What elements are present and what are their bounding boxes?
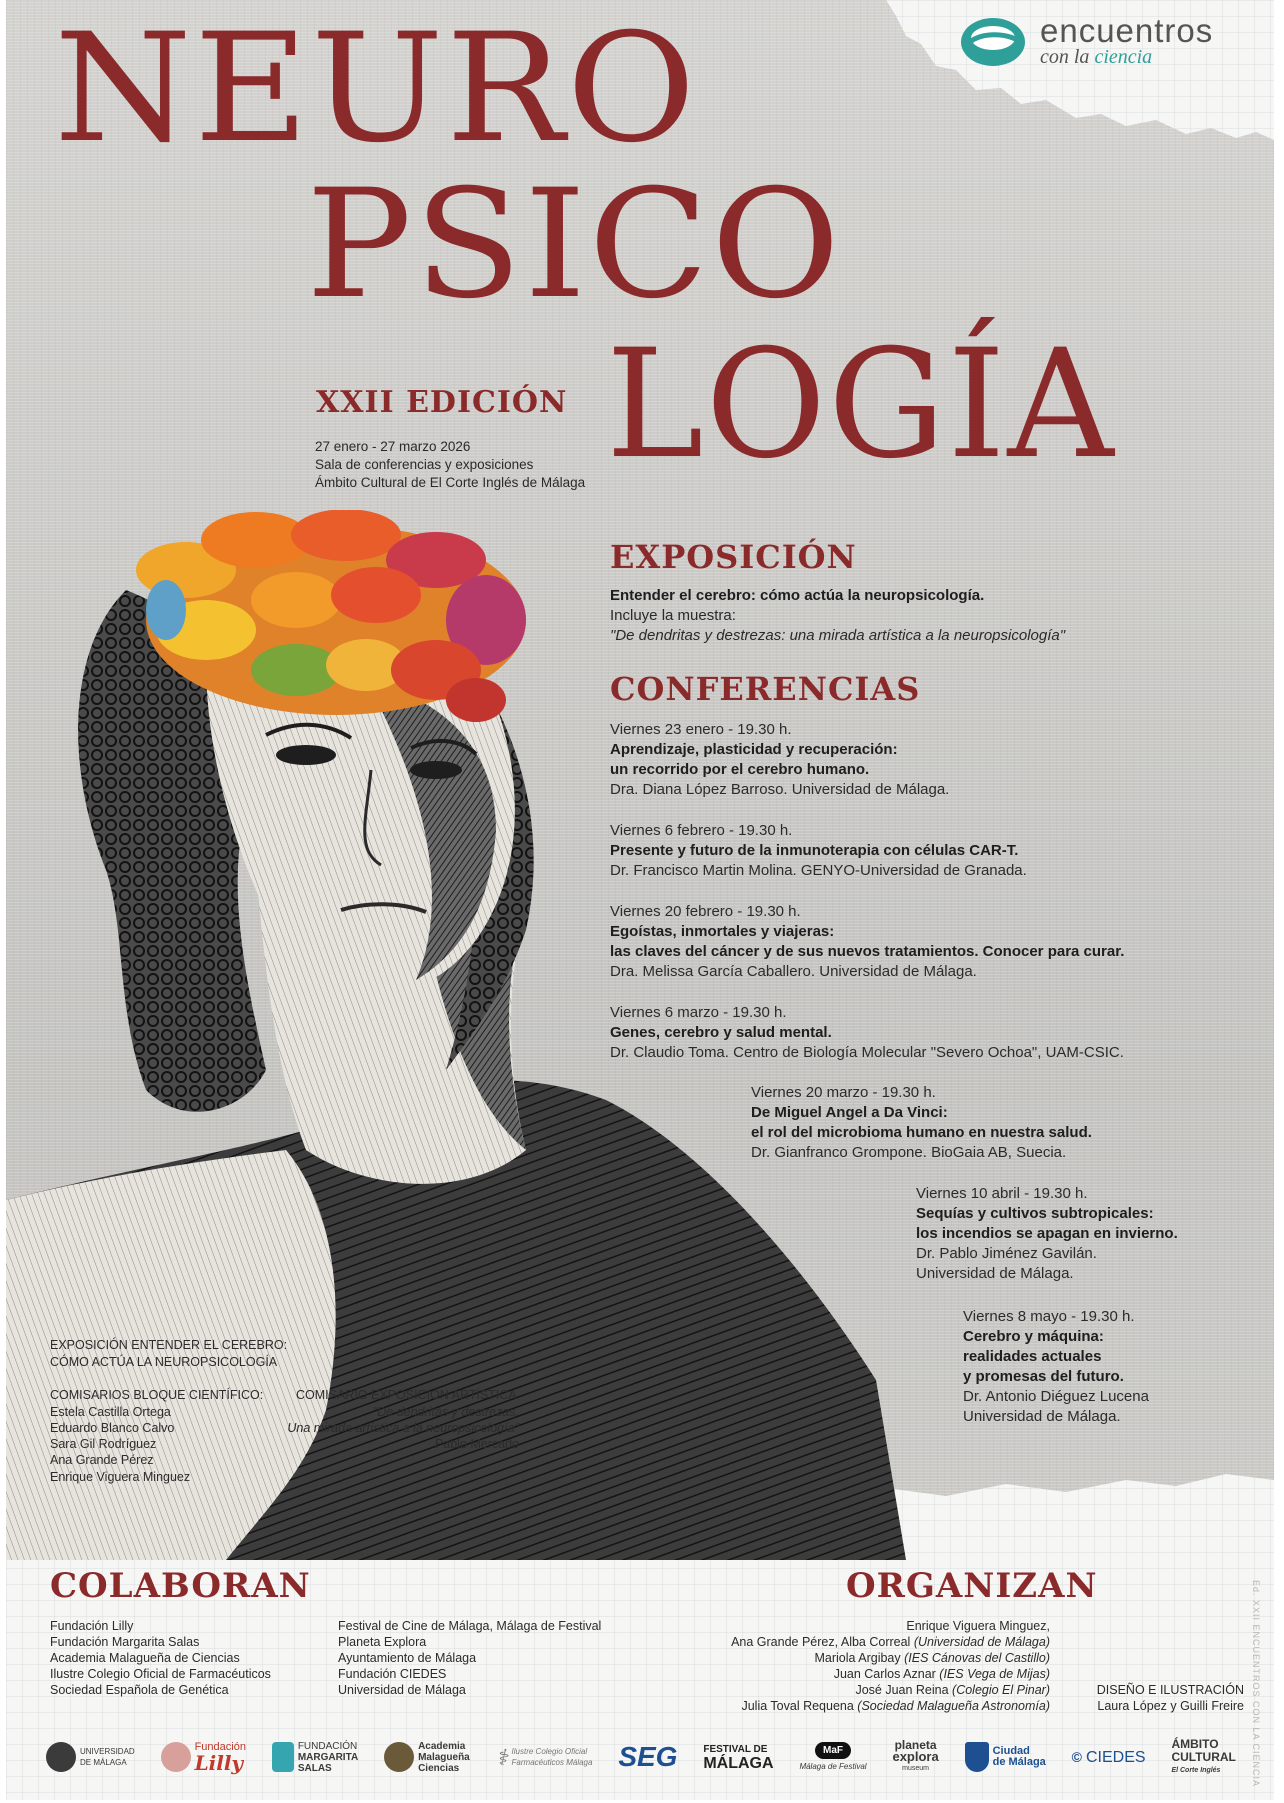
brand-tagline-em: ciencia bbox=[1094, 46, 1153, 68]
brand-tagline-pre: con la bbox=[1040, 46, 1095, 68]
logo-lilly-name: Lilly bbox=[194, 1750, 244, 1775]
ciedes-icon: © bbox=[1071, 1748, 1082, 1765]
logo-fest-1: FESTIVAL DE bbox=[703, 1743, 768, 1755]
conference-date: Viernes 20 febrero - 19.30 h. bbox=[610, 903, 801, 920]
conference-6 bbox=[916, 1184, 1178, 1284]
colaboran-item: Academia Malagueña de Ciencias bbox=[50, 1651, 240, 1665]
credits-artistica-heading: COMISARIO EXPOSICIÓN ARTÍSTICA bbox=[296, 1388, 517, 1402]
conference-speaker: Dr. Antonio Diéguez Lucena bbox=[963, 1388, 1149, 1405]
logo-pe-2: explora bbox=[892, 1749, 939, 1764]
organizan-line bbox=[906, 1618, 1050, 1635]
logo-maf-2: Málaga de Festival bbox=[799, 1762, 867, 1771]
conference-speaker: Universidad de Málaga. bbox=[963, 1408, 1121, 1425]
conference-title: Cerebro y máquina: bbox=[963, 1328, 1104, 1345]
organizan-affiliation: (Universidad de Málaga) bbox=[913, 1635, 1050, 1649]
colaboran-heading: COLABORAN bbox=[50, 1566, 311, 1606]
logo-academia bbox=[384, 1741, 470, 1774]
organizan-affiliation: (IES Vega de Mijas) bbox=[939, 1667, 1050, 1681]
conference-4 bbox=[610, 1003, 1124, 1063]
logo-lilly bbox=[161, 1742, 246, 1773]
conference-title: Aprendizaje, plasticidad y recuperación: bbox=[610, 741, 898, 758]
academia-crest-icon bbox=[384, 1742, 414, 1772]
conference-speaker: Dra. Diana López Barroso. Universidad de Málaga. bbox=[610, 781, 950, 798]
logo-seg-text: SEG bbox=[618, 1741, 678, 1772]
logo-ms-2: MARGARITA bbox=[297, 1751, 359, 1763]
logo-seg bbox=[618, 1743, 677, 1771]
conference-2 bbox=[610, 821, 1027, 881]
organizan-name: Julia Toval Requena bbox=[741, 1699, 858, 1713]
logo-ac-2: CULTURAL bbox=[1171, 1749, 1236, 1764]
logo-farm-1: Ilustre Colegio Oficial bbox=[511, 1747, 588, 1756]
conference-title: Egoístas, inmortales y viajeras: bbox=[610, 923, 835, 940]
colaboran-item: Sociedad Española de Genética bbox=[50, 1683, 229, 1697]
conference-date: Viernes 20 marzo - 19.30 h. bbox=[751, 1084, 936, 1101]
title-line-3: LOGÍA bbox=[606, 318, 1116, 492]
conference-title: el rol del microbioma humano en nuestra salud. bbox=[751, 1124, 1092, 1141]
event-dates: 27 enero - 27 marzo 2026 bbox=[315, 439, 471, 454]
logo-ms-3: SALAS bbox=[297, 1762, 332, 1774]
brand-swirl-icon bbox=[958, 14, 1028, 70]
organizan-line bbox=[834, 1666, 1050, 1683]
logo-maf-1: MaF bbox=[815, 1742, 851, 1759]
logo-festival bbox=[703, 1743, 773, 1772]
brand-logo bbox=[958, 14, 1264, 68]
credits-cientifico-name: Estela Castilla Ortega bbox=[50, 1405, 171, 1419]
credits-artistica-2: Una mirada artística a la neuropsicología" bbox=[287, 1421, 519, 1435]
credits-expo-2: CÓMO ACTÚA LA NEUROPSICOLOGÍA bbox=[50, 1355, 278, 1369]
logo-farm-2: Farmacéuticos Málaga bbox=[511, 1758, 593, 1767]
logo-cm-2: de Málaga bbox=[992, 1756, 1046, 1768]
logo-ciedes bbox=[1071, 1748, 1146, 1766]
colaboran-item: Ilustre Colegio Oficial de Farmacéuticos bbox=[50, 1667, 271, 1681]
logo-margarita-salas bbox=[272, 1741, 358, 1774]
colaboran-item: Festival de Cine de Málaga, Málaga de Festival bbox=[338, 1619, 602, 1633]
logo-acad-2: Malagueña bbox=[418, 1751, 470, 1763]
organizan-name: Ana Grande Pérez, Alba Correal bbox=[731, 1635, 914, 1649]
logo-planeta-explora bbox=[892, 1739, 938, 1775]
logo-ciedes-text: CIEDES bbox=[1085, 1748, 1146, 1766]
logo-farmaceuticos bbox=[496, 1746, 593, 1768]
uma-seal-icon bbox=[46, 1742, 76, 1772]
exposicion-heading: EXPOSICIÓN bbox=[610, 538, 857, 576]
logo-uma bbox=[46, 1742, 135, 1772]
logo-acad-1: Academia bbox=[418, 1740, 466, 1752]
sponsor-logos bbox=[46, 1732, 1236, 1782]
credits-cientifico-heading: COMISARIOS BLOQUE CIENTÍFICO: bbox=[50, 1388, 264, 1402]
logo-lilly-pre: Fundación bbox=[194, 1740, 246, 1753]
margarita-salas-icon bbox=[272, 1742, 294, 1772]
logo-uma-1: UNIVERSIDAD bbox=[80, 1747, 135, 1756]
organizan-affiliation: (IES Cánovas del Castillo) bbox=[904, 1651, 1050, 1665]
conference-speaker: Universidad de Málaga. bbox=[916, 1265, 1074, 1282]
conference-date: Viernes 10 abril - 19.30 h. bbox=[916, 1185, 1088, 1202]
organizan-heading: ORGANIZAN bbox=[846, 1566, 1098, 1606]
title-line-2: PSICO bbox=[306, 158, 843, 332]
conference-speaker: Dr. Gianfranco Grompone. BioGaia AB, Suecia. bbox=[751, 1144, 1067, 1161]
brand-tagline bbox=[1040, 46, 1152, 69]
organizan-line bbox=[741, 1698, 1050, 1715]
exposicion-includes: Incluye la muestra: bbox=[610, 607, 736, 624]
organizan-name: Mariola Argibay bbox=[814, 1651, 905, 1665]
conference-date: Viernes 8 mayo - 19.30 h. bbox=[963, 1308, 1135, 1325]
colaboran-item: Ayuntamiento de Málaga bbox=[338, 1651, 477, 1665]
logo-fest-2: MÁLAGA bbox=[703, 1754, 774, 1772]
logo-acad-3: Ciencias bbox=[418, 1762, 460, 1774]
conference-title: Sequías y cultivos subtropicales: bbox=[916, 1205, 1154, 1222]
lilly-seal-icon bbox=[161, 1742, 191, 1772]
organizan-affiliation: (Sociedad Malagueña Astronomía) bbox=[857, 1699, 1050, 1713]
event-venue-1: Sala de conferencias y exposiciones bbox=[315, 457, 534, 472]
logo-ms-1: FUNDACIÓN bbox=[297, 1740, 358, 1752]
conference-3 bbox=[610, 902, 1124, 982]
credits-artistica-3: Pablo Mercado bbox=[434, 1437, 519, 1451]
logo-maf bbox=[799, 1742, 866, 1772]
conferencias-heading: CONFERENCIAS bbox=[610, 670, 921, 708]
colaboran-item: Planeta Explora bbox=[338, 1635, 427, 1649]
logo-uma-2: DE MÁLAGA bbox=[80, 1758, 127, 1767]
logo-ambito-cultural bbox=[1171, 1738, 1235, 1777]
conference-title: De Miguel Angel a Da Vinci: bbox=[751, 1104, 948, 1121]
conference-title: un recorrido por el cerebro humano. bbox=[610, 761, 870, 778]
conference-title: realidades actuales bbox=[963, 1348, 1102, 1365]
title-line-1: NEURO bbox=[54, 2, 698, 176]
logo-ac-3: El Corte Inglés bbox=[1171, 1766, 1221, 1774]
colaboran-item: Fundación Margarita Salas bbox=[50, 1635, 200, 1649]
credits-cientifico-name: Eduardo Blanco Calvo bbox=[50, 1421, 175, 1435]
organizan-name: Juan Carlos Aznar bbox=[833, 1667, 940, 1681]
conference-title: Presente y futuro de la inmunoterapia con células CAR-T. bbox=[610, 842, 1019, 859]
organizan-line bbox=[814, 1650, 1050, 1667]
conference-title: Genes, cerebro y salud mental. bbox=[610, 1024, 832, 1041]
colaboran-item: Universidad de Málaga bbox=[338, 1683, 466, 1697]
credits-cientifico-name: Sara Gil Rodríguez bbox=[50, 1437, 157, 1451]
conference-speaker: Dr. Pablo Jiménez Gavilán. bbox=[916, 1245, 1097, 1262]
conference-date: Viernes 6 marzo - 19.30 h. bbox=[610, 1004, 787, 1021]
brand-name: encuentros bbox=[1040, 12, 1214, 49]
conference-7 bbox=[963, 1307, 1149, 1427]
organizan-name: Enrique Viguera Minguez, bbox=[906, 1619, 1050, 1633]
farmaceuticos-icon: ⚕ bbox=[495, 1744, 508, 1770]
credits-expo-1: EXPOSICIÓN ENTENDER EL CEREBRO: bbox=[50, 1338, 288, 1352]
conference-5 bbox=[751, 1083, 1092, 1163]
poster bbox=[6, 0, 1274, 1800]
organizan-line bbox=[855, 1682, 1050, 1699]
conference-date: Viernes 23 enero - 19.30 h. bbox=[610, 721, 792, 738]
colaboran-item: Fundación CIEDES bbox=[338, 1667, 447, 1681]
conference-1 bbox=[610, 720, 949, 800]
exposicion-title: Entender el cerebro: cómo actúa la neuropsicología. bbox=[610, 587, 985, 604]
credits-cientifico-name: Enrique Viguera Minguez bbox=[50, 1470, 191, 1484]
event-venue-2: Ámbito Cultural de El Corte Inglés de Málaga bbox=[315, 475, 586, 490]
conference-title: los incendios se apagan en invierno. bbox=[916, 1225, 1178, 1242]
conference-title: las claves del cáncer y de sus nuevos tratamientos. Conocer para curar. bbox=[610, 943, 1125, 960]
logo-ac-1: ÁMBITO bbox=[1171, 1736, 1219, 1751]
credits-cientifico-name: Ana Grande Pérez bbox=[50, 1453, 154, 1467]
logo-pe-1: planeta bbox=[894, 1738, 937, 1752]
edition-label: XXII EDICIÓN bbox=[316, 385, 568, 420]
conference-date: Viernes 6 febrero - 19.30 h. bbox=[610, 822, 793, 839]
conference-title: y promesas del futuro. bbox=[963, 1368, 1124, 1385]
ciudad-malaga-shield-icon bbox=[965, 1742, 989, 1772]
credits-artistica-1: "De dendritas y destrezas. bbox=[372, 1405, 519, 1419]
logo-pe-3: museum bbox=[902, 1765, 930, 1772]
exposicion-muestra: "De dendritas y destrezas: una mirada artística a la neuropsicología" bbox=[610, 627, 1066, 644]
organizan-line bbox=[731, 1634, 1050, 1651]
conference-speaker: Dr. Claudio Toma. Centro de Biología Molecular "Severo Ochoa", UAM-CSIC. bbox=[610, 1044, 1124, 1061]
logo-ciudad-malaga bbox=[965, 1742, 1046, 1772]
logo-cm-1: Ciudad bbox=[992, 1745, 1030, 1757]
organizan-affiliation: (Colegio El Pinar) bbox=[952, 1683, 1050, 1697]
design-names: Laura López y Guilli Freire bbox=[1097, 1699, 1244, 1713]
side-vertical-text: Ed. XXII ENCUENTROS CON LA CIENCIA bbox=[1251, 1580, 1261, 1788]
conference-speaker: Dr. Francisco Martin Molina. GENYO-Universidad de Granada. bbox=[610, 862, 1027, 879]
colaboran-item: Fundación Lilly bbox=[50, 1619, 134, 1633]
organizan-name: José Juan Reina bbox=[855, 1683, 953, 1697]
conference-speaker: Dra. Melissa García Caballero. Universidad de Málaga. bbox=[610, 963, 977, 980]
design-heading: DISEÑO E ILUSTRACIÓN bbox=[1096, 1683, 1244, 1697]
